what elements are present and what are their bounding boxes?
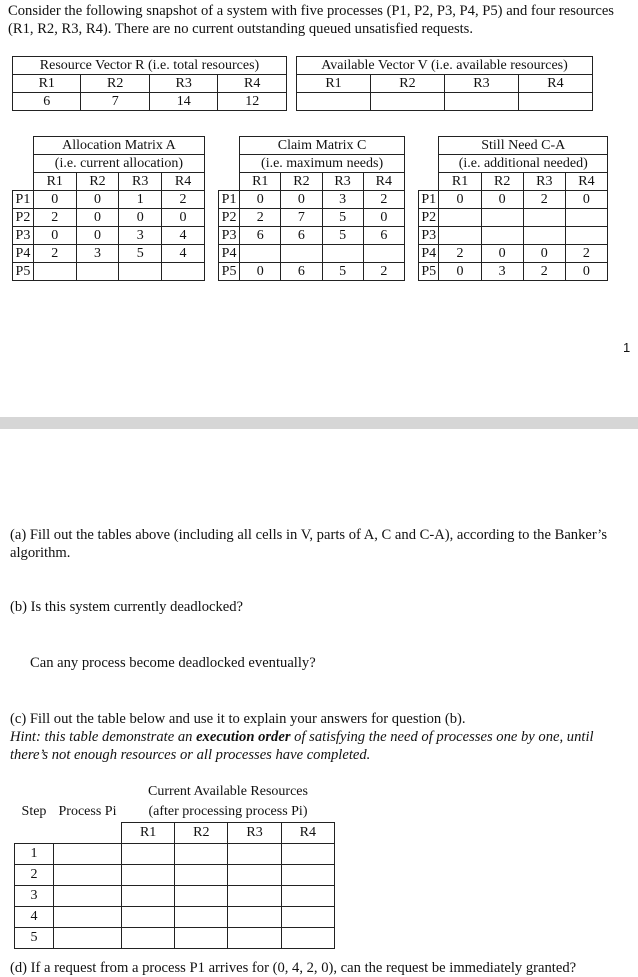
need-process: P2 [419,209,439,227]
need-col: R4 [565,173,607,191]
alloc-cell[interactable]: 0 [76,191,119,209]
available-vector-table [296,56,593,111]
need-cell[interactable] [481,227,523,245]
need-col: R1 [439,173,481,191]
step-cell[interactable] [281,906,334,927]
rv-value-r2: 7 [81,93,149,111]
step-number: 1 [15,843,54,864]
step-cell[interactable] [175,906,228,927]
need-process: P4 [419,245,439,263]
step-cell[interactable] [228,927,281,948]
need-cell[interactable]: 0 [481,191,523,209]
question-b: (b) Is this system currently deadlocked? [10,599,244,615]
need-process: P5 [419,263,439,281]
question-c: (c) Fill out the table below and use it to explain your answers for question (b). [10,711,466,727]
step-cell[interactable] [281,885,334,906]
rv-value-r4: 12 [218,93,287,111]
need-cell[interactable]: 2 [523,191,565,209]
step-cell[interactable] [175,864,228,885]
claim-cell[interactable]: 6 [363,227,404,245]
alloc-cell[interactable]: 2 [33,245,76,263]
allocation-subtitle: (i.e. current allocation) [33,155,204,173]
need-matrix-table [418,136,608,281]
alloc-cell[interactable]: 3 [76,245,119,263]
av-cell[interactable] [518,93,592,111]
step-cell[interactable] [122,843,175,864]
alloc-col: R4 [162,173,205,191]
claim-cell[interactable]: 7 [281,209,322,227]
need-cell[interactable]: 2 [565,245,607,263]
hint-bold: execution order [196,729,291,745]
process-header: Process Pi [58,804,117,820]
claim-process: P1 [219,191,240,209]
question-b-followup: Can any process become deadlocked eventually? [30,655,316,671]
claim-matrix-table [218,136,405,281]
alloc-process: P3 [13,227,34,245]
step-cell[interactable] [228,906,281,927]
alloc-cell[interactable]: 0 [119,209,162,227]
rv-value-r3: 14 [149,93,217,111]
claim-process: P3 [219,227,240,245]
need-col: R3 [523,173,565,191]
claim-cell[interactable]: 0 [240,191,281,209]
claim-cell[interactable]: 2 [363,263,404,281]
step-col: R2 [175,823,228,844]
available-vector-title: Available Vector V (i.e. available resources) [297,57,593,75]
alloc-cell[interactable] [33,263,76,281]
claim-cell[interactable] [240,245,281,263]
claim-process: P5 [219,263,240,281]
claim-cell[interactable]: 6 [281,263,322,281]
need-cell[interactable] [481,209,523,227]
need-cell[interactable] [439,209,481,227]
need-cell[interactable]: 3 [481,263,523,281]
claim-col: R2 [281,173,322,191]
alloc-cell[interactable] [162,263,205,281]
need-title: Still Need C-A [439,137,608,155]
step-cell[interactable] [175,843,228,864]
claim-cell[interactable]: 5 [322,263,363,281]
rv-col-r3: R3 [149,75,217,93]
need-cell[interactable]: 0 [565,191,607,209]
need-cell[interactable]: 2 [439,245,481,263]
need-cell[interactable]: 0 [523,245,565,263]
step-cell[interactable] [228,843,281,864]
claim-subtitle: (i.e. maximum needs) [240,155,405,173]
alloc-cell[interactable]: 3 [119,227,162,245]
av-cell[interactable] [370,93,444,111]
step-cell[interactable] [122,864,175,885]
alloc-cell[interactable]: 0 [162,209,205,227]
claim-cell[interactable]: 2 [363,191,404,209]
alloc-cell[interactable]: 2 [162,191,205,209]
allocation-matrix-table [12,136,205,281]
need-cell[interactable] [523,227,565,245]
step-number: 2 [15,864,54,885]
claim-cell[interactable]: 3 [322,191,363,209]
av-cell[interactable] [297,93,371,111]
step-cell[interactable] [281,843,334,864]
claim-cell[interactable]: 5 [322,209,363,227]
claim-cell[interactable]: 0 [363,209,404,227]
alloc-process: P1 [13,191,34,209]
alloc-cell[interactable] [119,263,162,281]
step-cell[interactable] [122,906,175,927]
step-cell[interactable] [281,927,334,948]
av-col-r4: R4 [518,75,592,93]
need-subtitle: (i.e. additional needed) [439,155,608,173]
step-process-cell[interactable] [54,864,122,885]
step-number: 4 [15,906,54,927]
alloc-cell[interactable]: 0 [33,227,76,245]
question-d: (d) If a request from a process P1 arrives for (0, 4, 2, 0), can the request be immediately granted? [10,960,577,976]
step-cell[interactable] [122,885,175,906]
alloc-cell[interactable]: 4 [162,245,205,263]
claim-cell[interactable]: 0 [240,263,281,281]
need-cell[interactable]: 2 [523,263,565,281]
alloc-process: P5 [13,263,34,281]
claim-cell[interactable]: 6 [240,227,281,245]
hint-text [10,728,630,764]
need-process: P1 [419,191,439,209]
alloc-cell[interactable]: 1 [119,191,162,209]
alloc-cell[interactable]: 5 [119,245,162,263]
step-process-cell[interactable] [54,843,122,864]
step-number: 3 [15,885,54,906]
alloc-cell[interactable] [76,263,119,281]
alloc-col: R3 [119,173,162,191]
step-avail-subtitle: (after processing process Pi) [122,802,335,823]
alloc-cell[interactable]: 0 [76,227,119,245]
rv-col-r2: R2 [81,75,149,93]
av-col-r3: R3 [444,75,518,93]
rv-col-r4: R4 [218,75,287,93]
alloc-process: P4 [13,245,34,263]
alloc-cell[interactable]: 0 [33,191,76,209]
claim-col: R1 [240,173,281,191]
allocation-title: Allocation Matrix A [33,137,204,155]
step-process-cell[interactable] [54,885,122,906]
need-cell[interactable]: 0 [481,245,523,263]
claim-title: Claim Matrix C [240,137,405,155]
question-a: (a) Fill out the tables above (including all cells in V, parts of A, C and C-A), according to the Banker’s algorithm. [10,527,608,561]
step-cell[interactable] [228,885,281,906]
claim-col: R3 [322,173,363,191]
step-number: 5 [15,927,54,948]
alloc-cell[interactable]: 0 [76,209,119,227]
alloc-cell[interactable]: 2 [33,209,76,227]
need-cell[interactable] [523,209,565,227]
claim-process: P4 [219,245,240,263]
hint-post: of satisfying the need of processes one by one, until there’s not enough resources or all processes have completed. [10,729,594,763]
step-cell[interactable] [175,885,228,906]
step-col: R3 [228,823,281,844]
page-break [0,417,638,429]
claim-cell[interactable]: 0 [281,191,322,209]
resource-vector-title: Resource Vector R (i.e. total resources) [13,57,287,75]
claim-cell[interactable]: 6 [281,227,322,245]
page-number: 1 [623,340,631,355]
need-cell[interactable] [565,227,607,245]
claim-process: P2 [219,209,240,227]
intro-paragraph: Consider the following snapshot of a system with five processes (P1, P2, P3, P4, P5) and four resources (R1, R2, R3, R4). There are no current outstanding queued unsatisfied requests. [8,3,614,37]
alloc-col: R2 [76,173,119,191]
step-process-cell[interactable] [54,927,122,948]
claim-cell[interactable]: 5 [322,227,363,245]
resource-vector-table [12,56,287,111]
rv-value-r1: 6 [13,93,81,111]
claim-cell[interactable] [363,245,404,263]
need-col: R2 [481,173,523,191]
need-cell[interactable]: 0 [439,263,481,281]
av-col-r1: R1 [297,75,371,93]
alloc-process: P2 [13,209,34,227]
av-cell[interactable] [444,93,518,111]
step-cell[interactable] [228,864,281,885]
step-col: R4 [281,823,334,844]
step-header: Step [21,804,47,820]
claim-col: R4 [363,173,404,191]
step-cell[interactable] [281,864,334,885]
execution-order-table [14,782,335,949]
need-cell[interactable]: 0 [565,263,607,281]
need-cell[interactable]: 0 [439,191,481,209]
step-cell[interactable] [175,927,228,948]
step-avail-title: Current Available Resources [148,784,308,799]
step-cell[interactable] [122,927,175,948]
claim-cell[interactable]: 2 [240,209,281,227]
alloc-col: R1 [33,173,76,191]
step-process-cell[interactable] [54,906,122,927]
need-process: P3 [419,227,439,245]
hint-pre: Hint: this table demonstrate an [10,729,197,745]
step-col: R1 [122,823,175,844]
av-col-r2: R2 [370,75,444,93]
need-cell[interactable] [565,209,607,227]
rv-col-r1: R1 [13,75,81,93]
need-cell[interactable] [439,227,481,245]
claim-cell[interactable] [281,245,322,263]
claim-cell[interactable] [322,245,363,263]
alloc-cell[interactable]: 4 [162,227,205,245]
